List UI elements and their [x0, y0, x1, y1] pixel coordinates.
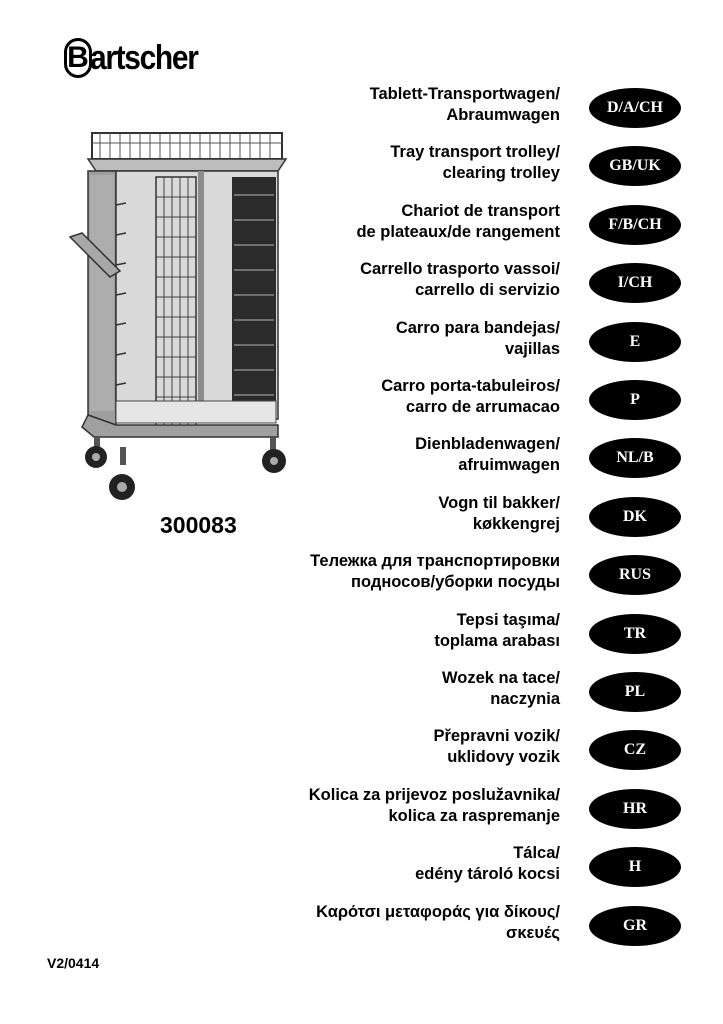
language-title	[316, 902, 560, 944]
language-title-line1: Kolica za prijevoz poslužavnika/	[308, 785, 560, 804]
language-title	[390, 142, 560, 184]
language-title-line2: kolica za raspremanje	[388, 806, 560, 825]
language-title	[370, 84, 560, 126]
language-title	[310, 551, 560, 593]
language-title-line1: Tálca/	[513, 844, 560, 863]
language-code-badge: D/A/CH	[589, 88, 681, 128]
language-row	[0, 376, 723, 428]
language-code-badge: P	[589, 380, 681, 420]
language-title	[360, 259, 560, 301]
logo-b-badge: B	[64, 38, 92, 78]
logo-wordmark: artscher	[90, 38, 198, 77]
language-title	[356, 201, 560, 243]
language-title-line2: carrello di servizio	[415, 281, 560, 300]
language-code-badge: E	[589, 322, 681, 362]
language-title-line2: edény tároló kocsi	[415, 865, 560, 884]
language-code-badge: RUS	[589, 555, 681, 595]
language-title	[309, 785, 560, 827]
language-row	[0, 84, 723, 136]
language-title-line1: Vogn til bakker/	[438, 493, 560, 512]
language-title-line2: Abraumwagen	[446, 106, 560, 124]
language-title	[433, 726, 560, 768]
language-title-line1: Тележка для транспортировки	[310, 552, 560, 571]
language-title-line1: Chariot de transport	[401, 201, 560, 220]
language-title-line2: afruimwagen	[458, 456, 560, 475]
language-title-line2: vajillas	[504, 339, 560, 358]
language-code-badge: F/B/CH	[589, 205, 681, 245]
language-title-line1: Carro porta-tabuleiros/	[381, 377, 560, 395]
language-row	[0, 668, 723, 720]
language-code-badge: DK	[589, 497, 681, 537]
language-code-badge: GB/UK	[589, 146, 681, 186]
language-title-line1: Carrello trasporto vassoi/	[360, 260, 560, 279]
language-title-line2: clearing trolley	[442, 164, 560, 183]
language-row	[0, 785, 723, 837]
language-code-badge: HR	[589, 789, 681, 829]
language-row	[0, 259, 723, 311]
language-title-line2: toplama arabası	[434, 631, 560, 650]
language-title-line1: Tray transport trolley/	[390, 143, 560, 162]
language-code-badge: TR	[589, 614, 681, 654]
language-title-line2: naczynia	[490, 690, 560, 708]
language-row	[0, 610, 723, 662]
language-title-line2: de plateaux/de rangement	[356, 222, 560, 241]
language-code-badge: NL/B	[589, 438, 681, 478]
language-title-line1: Tepsi taşıma/	[456, 610, 560, 629]
language-title	[434, 610, 560, 652]
language-title	[442, 668, 560, 710]
language-row	[0, 551, 723, 603]
language-title-line1: Přepravni vozik/	[433, 727, 560, 746]
version-label: V2/0414	[47, 955, 100, 971]
language-title-line2: подносов/уборки посуды	[351, 573, 560, 592]
language-title-line2: σκευές	[506, 923, 560, 942]
language-row	[0, 201, 723, 253]
language-code-badge: GR	[589, 906, 681, 946]
language-title-line1: Carro para bandejas/	[395, 318, 560, 337]
language-row	[0, 902, 723, 954]
language-code-badge: PL	[589, 672, 681, 712]
language-row	[0, 726, 723, 778]
language-title	[381, 376, 560, 418]
language-row	[0, 318, 723, 370]
language-code-badge: I/CH	[589, 263, 681, 303]
language-title-line1: Wozek na tace/	[442, 669, 560, 687]
language-title	[438, 493, 560, 535]
product-number: 300083	[160, 512, 237, 538]
language-code-badge: CZ	[589, 730, 681, 770]
language-row	[0, 434, 723, 486]
language-title-line1: Καρότσι μεταφοράς για δίκους/	[316, 902, 560, 921]
language-title-line2: carro de arrumacao	[405, 398, 560, 416]
language-title-line1: Tablett-Transportwagen/	[369, 85, 560, 103]
language-title-line2: uklidovy vozik	[447, 748, 560, 767]
language-row	[0, 843, 723, 895]
brand-logo	[64, 36, 212, 80]
language-title-line1: Dienbladenwagen/	[415, 435, 560, 454]
language-title	[415, 434, 560, 476]
language-row	[0, 493, 723, 545]
language-code-badge: H	[589, 847, 681, 887]
language-title	[415, 843, 560, 885]
language-title	[396, 318, 560, 360]
language-row	[0, 142, 723, 194]
language-title-line2: køkkengrej	[472, 514, 560, 533]
